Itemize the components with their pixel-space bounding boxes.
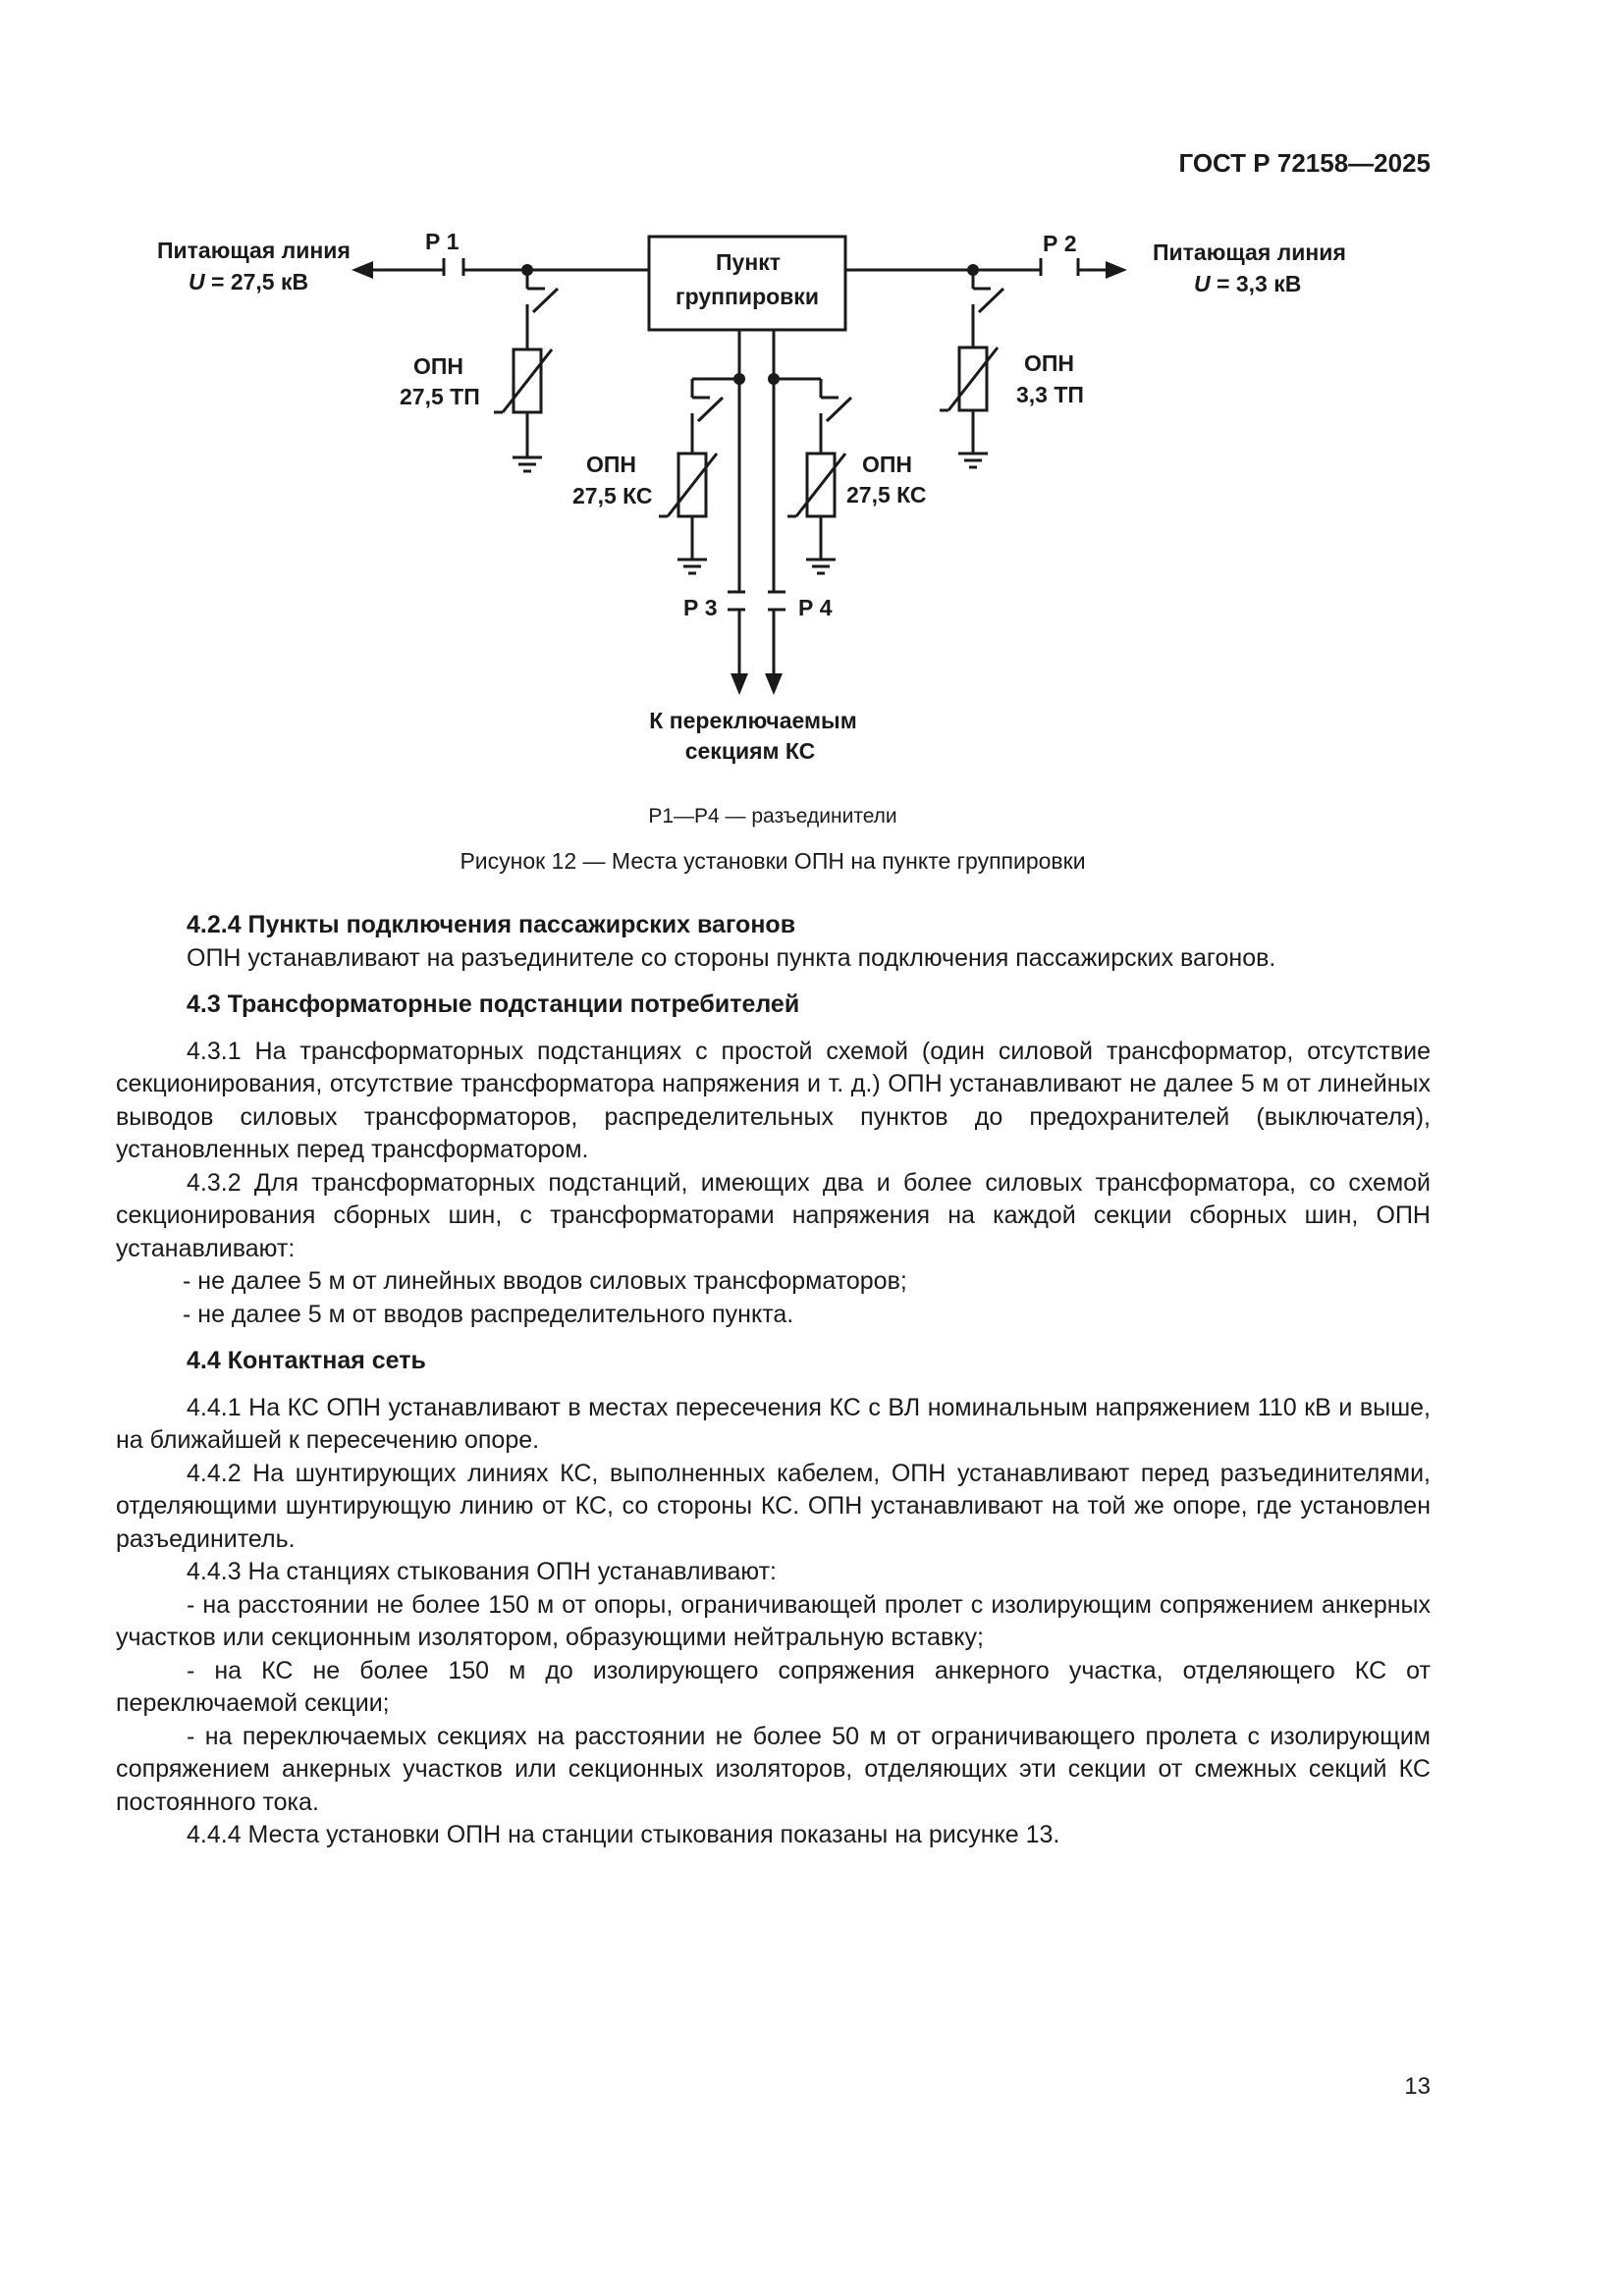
box-label-line1: Пункт xyxy=(716,249,781,275)
list-item: - на расстоянии не более 150 м от опоры, ограничивающей пролет с изолирующим сопряжением анкерных участков или секционным изолятором, образующими нейтральную вставку; xyxy=(116,1590,1431,1651)
heading-4-4: 4.4 Контактная сеть xyxy=(187,1347,426,1374)
arrester-right-label-2: 3,3 ТП xyxy=(1016,382,1084,407)
arrester-left-label-1: ОПН xyxy=(413,353,464,379)
label-p2: Р 2 xyxy=(1043,231,1077,256)
paragraph-4-3-1: 4.3.1 На трансформаторных подстанциях с простой схемой (один силовой трансформатор, отсутствие секционирования, отсутствие трансформатора напряжения и т. д.) ОПН устанавливают не далее 5 м от линейных выводов силовых трансформаторов, распределительных пунктов до предохранителей (выключателя), установленных перед трансформатором. xyxy=(116,1037,1431,1163)
bottom-label-line2: секциям КС xyxy=(684,738,816,764)
arrester-ks2-label-1: ОПН xyxy=(862,452,913,477)
arrow-right-icon xyxy=(1106,261,1127,279)
paragraph-4-4-2: 4.4.2 На шунтирующих линиях КС, выполненных кабелем, ОПН устанавливают перед разъединителями, отделяющими шунтирующую линию от КС, со стороны КС. ОПН устанавливают на той же опоре, где установлен разъединитель. xyxy=(116,1459,1431,1553)
paragraph-4-4-1: 4.4.1 На КС ОПН устанавливают в местах пересечения КС с ВЛ номинальным напряжением 110 кВ и выше, на ближайшей к пересечению опоре. xyxy=(116,1393,1431,1454)
document-body xyxy=(116,909,1431,1852)
heading-4-2-4: 4.2.4 Пункты подключения пассажирских вагонов xyxy=(187,911,796,938)
arrow-down-icon xyxy=(731,673,748,695)
arrester-ks1-label-1: ОПН xyxy=(586,452,637,477)
junction-dot xyxy=(733,373,745,385)
paragraph-4-4-3: 4.4.3 На станциях стыкования ОПН устанавливают: xyxy=(187,1558,777,1585)
label-p3: Р 3 xyxy=(683,595,718,620)
list-item: - не далее 5 м от вводов распределительного пункта. xyxy=(183,1300,794,1328)
junction-dot xyxy=(521,264,533,276)
arrester-right-label-1: ОПН xyxy=(1024,350,1075,376)
arrow-down-icon xyxy=(765,673,783,695)
paragraph-4-3-2: 4.3.2 Для трансформаторных подстанций, имеющих два и более силовых трансформатора, со схемой секционирования сборных шин, с трансформаторами напряжения на каждой секции сборных шин, ОПН устанавливают: xyxy=(116,1168,1431,1262)
label-p1: Р 1 xyxy=(425,229,460,254)
right-line-voltage: U = 3,3 кВ xyxy=(1194,271,1302,296)
figure-caption: Рисунок 12 — Места установки ОПН на пункте группировки xyxy=(460,848,1086,874)
paragraph-4-4-4: 4.4.4 Места установки ОПН на станции стыкования показаны на рисунке 13. xyxy=(187,1821,1060,1848)
bottom-label-line1: К переключаемым xyxy=(649,708,857,733)
junction-dot xyxy=(768,373,780,385)
junction-dot xyxy=(967,264,979,276)
page-number: 13 xyxy=(1404,2073,1431,2100)
arrester-ks2-label-2: 27,5 КС xyxy=(846,482,927,507)
arrester-left-label-2: 27,5 ТП xyxy=(400,384,480,409)
figure-12-diagram xyxy=(0,0,1624,785)
standard-code: ГОСТ Р 72158—2025 xyxy=(1178,148,1431,178)
figure-legend: Р1—Р4 — разъединители xyxy=(648,805,897,828)
list-item: - не далее 5 м от линейных вводов силовых трансформаторов; xyxy=(183,1267,907,1295)
box-label-line2: группировки xyxy=(676,284,819,309)
list-item: - на КС не более 150 м до изолирующего сопряжения анкерного участка, отделяющего КС от переключаемой секции; xyxy=(116,1656,1431,1717)
heading-4-3: 4.3 Трансформаторные подстанции потребителей xyxy=(187,990,800,1018)
right-line-title: Питающая линия xyxy=(1153,240,1346,265)
paragraph-4-2-4: ОПН устанавливают на разъединителе со стороны пункта подключения пассажирских вагонов. xyxy=(187,943,1276,972)
left-line-voltage: U = 27,5 кВ xyxy=(189,269,309,294)
left-line-title: Питающая линия xyxy=(157,238,351,263)
arrester-ks1-label-2: 27,5 КС xyxy=(572,483,653,508)
label-p4: Р 4 xyxy=(798,595,833,620)
list-item: - на переключаемых секциях на расстоянии не более 50 м от ограничивающего пролета с изолирующим сопряжением анкерных участков или секционных изоляторов, отделяющих эти секции от смежных секций КС постоянного тока. xyxy=(116,1722,1431,1816)
arrow-left-icon xyxy=(352,261,373,279)
